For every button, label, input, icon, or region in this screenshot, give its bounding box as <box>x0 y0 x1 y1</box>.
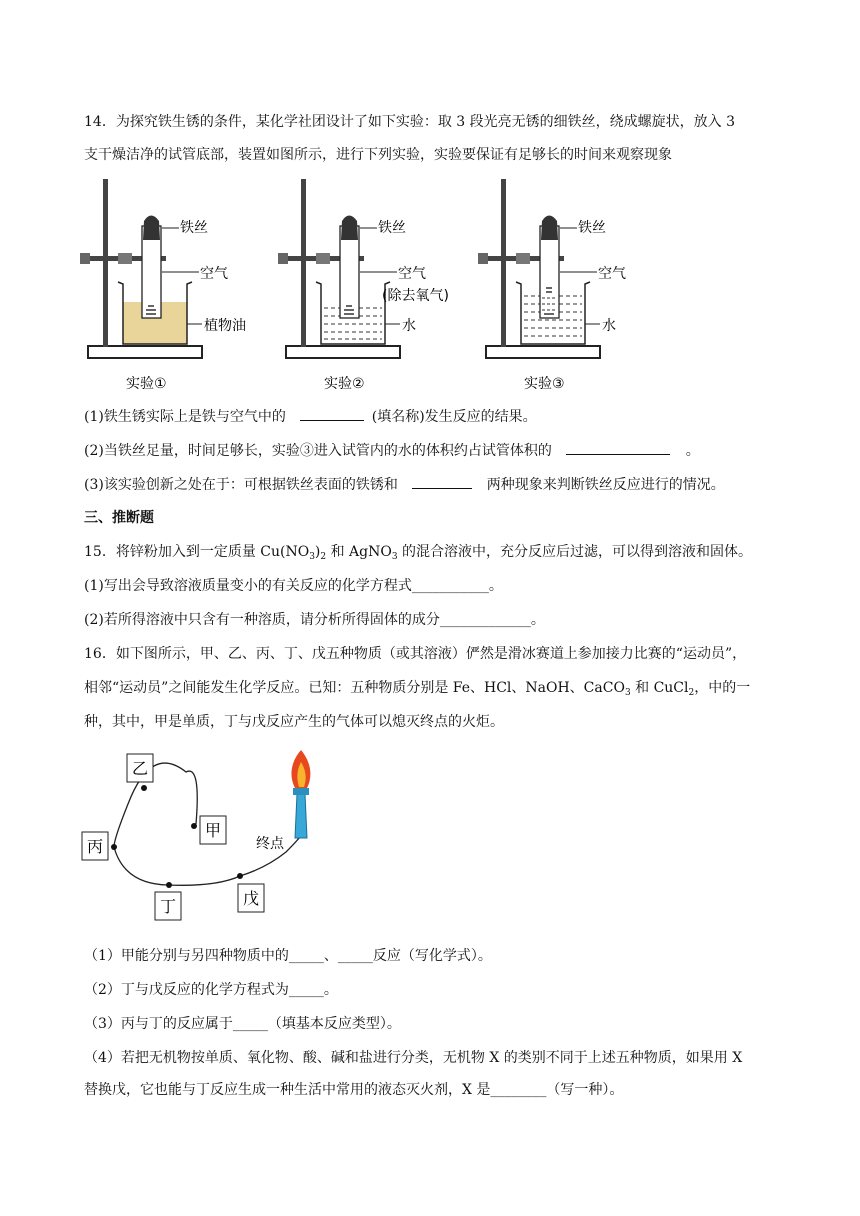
q16-line2-a: 相邻“运动员”之间能发生化学反应。已知：五种物质分别是 Fe、HCl、NaOH、CaCO <box>84 680 625 696</box>
q15-sub2: 2 <box>320 552 327 562</box>
q15-intro-b: ) <box>314 544 321 560</box>
node-ding: 丁 <box>160 897 177 916</box>
node-wu: 戊 <box>243 889 260 908</box>
exp2-liquid-label: 水 <box>402 318 416 334</box>
q15-sub1: 3 <box>309 552 315 562</box>
experiment-3 <box>478 179 626 392</box>
relay-track-figure <box>76 744 336 934</box>
q15-question-2: (2)若所得溶液中只含有一种溶质，请分析所得固体的成分_____________。 <box>84 612 545 628</box>
q14-q2-after: 。 <box>685 443 700 459</box>
q16-question-1: （1）甲能分别与另四种物质中的_____、_____反应（写化学式）。 <box>84 948 492 964</box>
q15-sub3: 3 <box>391 552 398 562</box>
experiment-1 <box>80 179 246 392</box>
q16-line2-b: 和 CuCl <box>630 680 689 696</box>
exp1-wire-label: 铁丝 <box>180 220 208 236</box>
q14-q1-before: (1)铁生锈实际上是铁与空气中的 <box>84 409 286 425</box>
q14-intro-line2: 支干燥洁净的试管底部，装置如图所示，进行下列实验，实验要保证有足够长的时间来观察现象 <box>84 147 672 163</box>
q14-question-1 <box>84 406 537 427</box>
node-jia: 甲 <box>205 821 222 840</box>
q14-question-3 <box>84 474 725 495</box>
q14-q1-after: (填名称)发生反应的结果。 <box>371 409 537 425</box>
q14-q3-answer-blank[interactable] <box>412 474 472 489</box>
q16-question-2: （2）丁与戊反应的化学方程式为_____。 <box>84 982 338 998</box>
q15-intro-d: 的混合溶液中，充分反应后过滤，可以得到溶液和固体。 <box>397 544 753 560</box>
q14-question-2 <box>84 440 700 461</box>
q16-question-4-line1: （4）若把无机物按单质、氧化物、酸、碱和盐进行分类，无机物 X 的类别不同于上述五种物质，如果用 X <box>84 1050 743 1066</box>
node-yi: 乙 <box>132 759 149 778</box>
q16-question-3: （3）丙与丁的反应属于_____（填基本反应类型）。 <box>84 1016 401 1032</box>
q14-q3-before: (3)该实验创新之处在于：可根据铁丝表面的铁锈和 <box>84 477 398 493</box>
exp3-liquid-label: 水 <box>602 318 616 334</box>
q16-line2-c: ，中的一 <box>694 680 751 696</box>
q16-question-4-line2: 替换戊，它也能与丁反应生成一种生活中常用的液态灭火剂，X 是________（写一种）。 <box>84 1082 624 1098</box>
torch-icon <box>291 750 310 838</box>
exp3-wire-label: 铁丝 <box>578 220 606 236</box>
q14-q2-answer-blank[interactable] <box>566 440 670 455</box>
exp3-gas-label: 空气 <box>598 266 626 282</box>
exp1-gas-label: 空气 <box>200 266 228 282</box>
q16-line2-sub2: 2 <box>688 688 695 698</box>
q15-intro-a: 15．将锌粉加入到一定质量 Cu(NO <box>84 544 310 560</box>
exp1-liquid-label: 植物油 <box>204 318 246 334</box>
section-heading: 三、推断题 <box>84 510 154 526</box>
exp2-wire-label: 铁丝 <box>378 220 406 236</box>
q15-intro <box>84 542 752 567</box>
q16-line2-sub: 3 <box>624 688 631 698</box>
exp1-caption: 实验① <box>126 376 167 392</box>
q14-intro-line1: 14．为探究铁生锈的条件，某化学社团设计了如下实验：取 3 段光亮无锈的细铁丝，绕成螺旋状，放入 3 <box>84 114 735 130</box>
experiment-2 <box>278 179 449 392</box>
finish-label: 终点 <box>256 836 284 852</box>
q14-q2-before: (2)当铁丝足量，时间足够长，实验③进入试管内的水的体积约占试管体积的 <box>84 443 552 459</box>
q14-q1-answer-blank[interactable] <box>300 406 364 421</box>
exp2-gas-note: (除去氧气) <box>382 288 449 304</box>
q16-line3: 种，其中，甲是单质，丁与戊反应产生的气体可以熄灭终点的火炬。 <box>84 714 504 730</box>
q16-line2 <box>84 678 750 703</box>
exp2-gas-label: 空气 <box>398 266 426 282</box>
exp3-caption: 实验③ <box>524 376 565 392</box>
iron-rust-experiment-figure <box>76 174 656 404</box>
node-bing: 丙 <box>87 837 104 856</box>
q15-intro-c: 和 AgNO <box>326 544 392 560</box>
q16-line1: 16．如下图所示，甲、乙、丙、丁、戊五种物质（或其溶液）俨然是滑冰赛道上参加接力比赛的“运动员”， <box>84 646 747 662</box>
q15-question-1: (1)写出会导致溶液质量变小的有关反应的化学方程式___________。 <box>84 578 503 594</box>
q14-q3-after: 两种现象来判断铁丝反应进行的情况。 <box>486 477 725 493</box>
exp2-caption: 实验② <box>324 376 365 392</box>
